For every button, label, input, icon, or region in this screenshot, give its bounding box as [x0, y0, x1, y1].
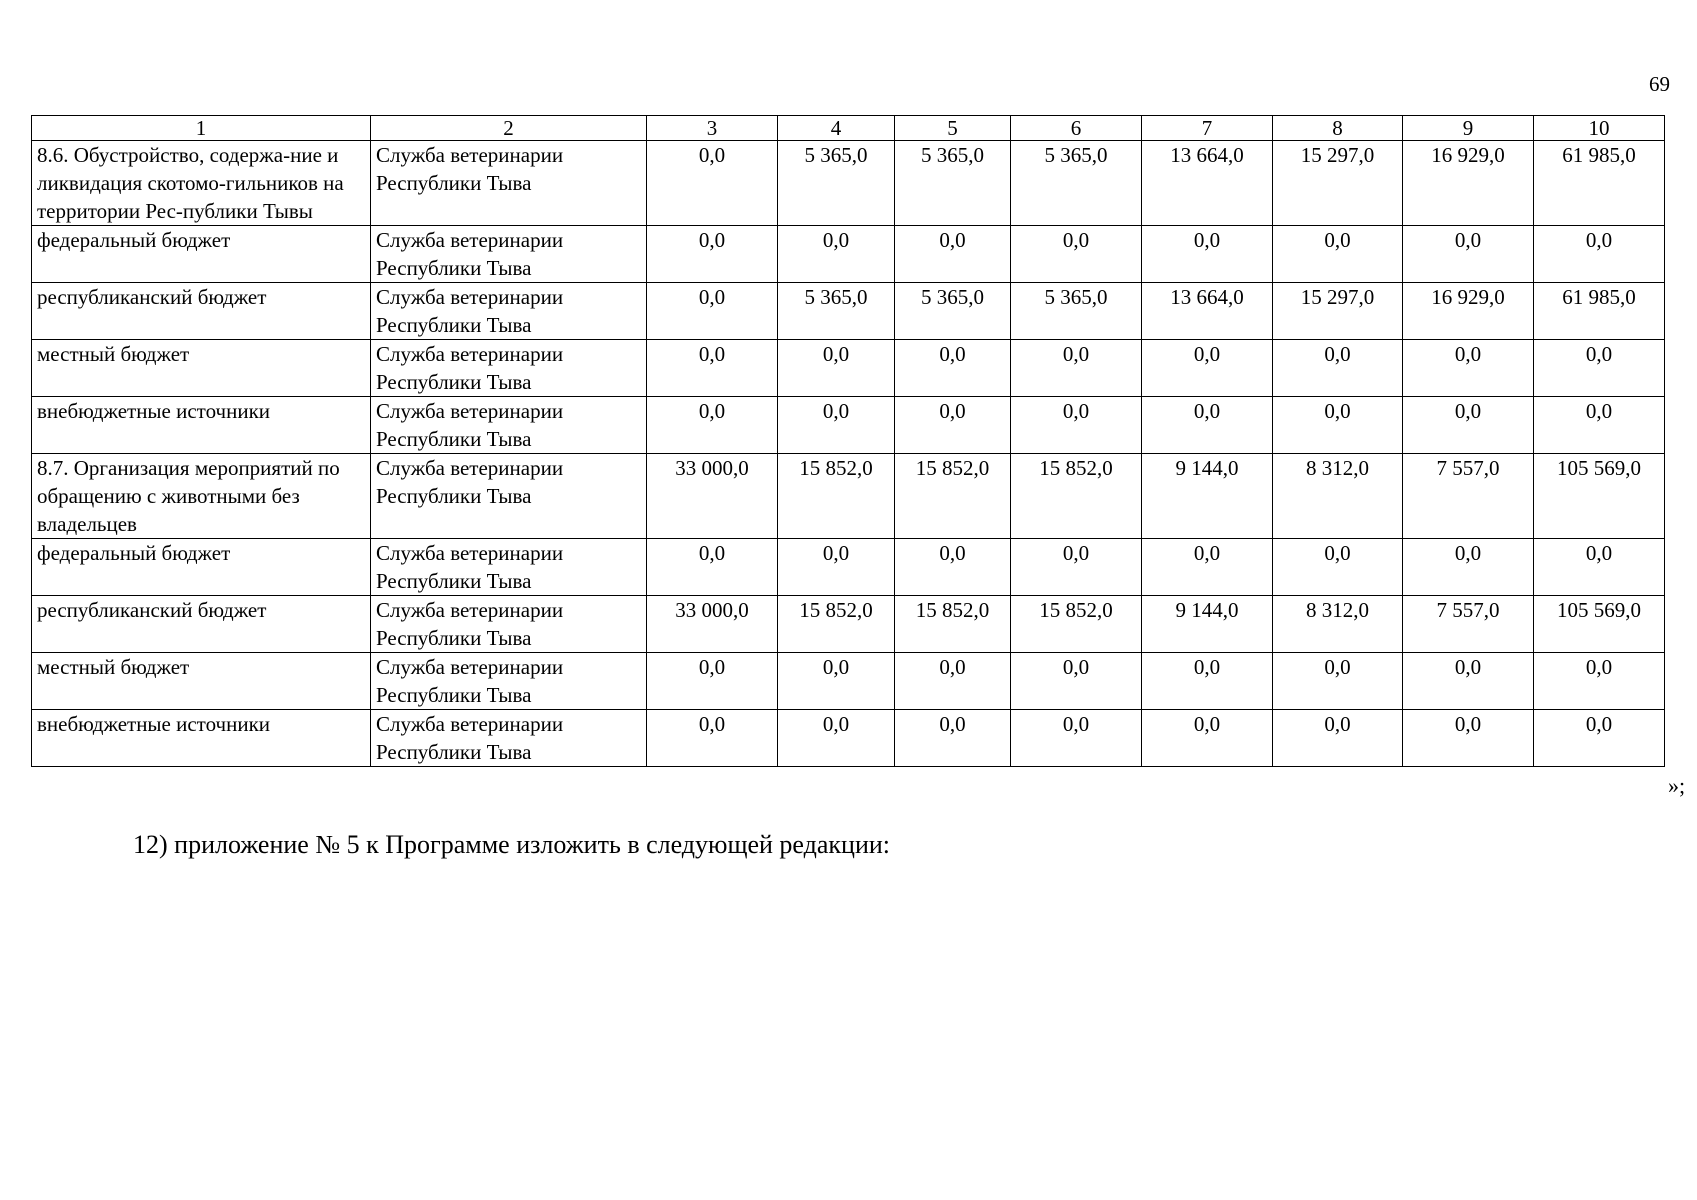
row-value: 0,0: [1534, 226, 1665, 283]
row-executor: Служба ветеринарии Республики Тыва: [371, 454, 647, 539]
row-value: 5 365,0: [1011, 141, 1142, 226]
row-value: 105 569,0: [1534, 454, 1665, 539]
table-row: [32, 653, 1665, 710]
row-value: 15 297,0: [1273, 283, 1403, 340]
row-value: 0,0: [1534, 653, 1665, 710]
row-value: 0,0: [1273, 539, 1403, 596]
row-value: 0,0: [1011, 539, 1142, 596]
row-executor: Служба ветеринарии Республики Тыва: [371, 397, 647, 454]
row-value: 0,0: [1142, 340, 1273, 397]
row-executor: Служба ветеринарии Республики Тыва: [371, 226, 647, 283]
row-value: 0,0: [1403, 710, 1534, 767]
column-header: 9: [1403, 116, 1534, 141]
row-value: 0,0: [1142, 226, 1273, 283]
row-executor: Служба ветеринарии Республики Тыва: [371, 653, 647, 710]
row-value: 16 929,0: [1403, 283, 1534, 340]
row-executor: Служба ветеринарии Республики Тыва: [371, 340, 647, 397]
row-value: 0,0: [1403, 226, 1534, 283]
row-name: местный бюджет: [32, 340, 371, 397]
column-header: 6: [1011, 116, 1142, 141]
row-value: 0,0: [647, 226, 778, 283]
row-value: 0,0: [647, 539, 778, 596]
row-value: 0,0: [778, 397, 895, 454]
row-name: 8.6. Обустройство, содержа-ние и ликвидация скотомо-гильников на территории Рес-публики Тывы: [32, 141, 371, 226]
table-header-row: [32, 116, 1665, 141]
budget-table: [31, 115, 1665, 767]
row-value: 0,0: [647, 340, 778, 397]
row-name: федеральный бюджет: [32, 226, 371, 283]
row-executor: Служба ветеринарии Республики Тыва: [371, 539, 647, 596]
table-row: [32, 141, 1665, 226]
row-value: 0,0: [778, 653, 895, 710]
row-value: 8 312,0: [1273, 596, 1403, 653]
row-value: 0,0: [895, 226, 1011, 283]
row-value: 15 297,0: [1273, 141, 1403, 226]
row-value: 5 365,0: [895, 141, 1011, 226]
row-value: 7 557,0: [1403, 596, 1534, 653]
closing-quote: »;: [1668, 773, 1686, 798]
page-number: 69: [1649, 72, 1670, 96]
column-header: 5: [895, 116, 1011, 141]
row-value: 33 000,0: [647, 596, 778, 653]
row-name: федеральный бюджет: [32, 539, 371, 596]
row-value: 0,0: [1534, 710, 1665, 767]
row-value: 0,0: [1011, 653, 1142, 710]
row-value: 0,0: [1142, 539, 1273, 596]
row-value: 0,0: [895, 397, 1011, 454]
row-value: 0,0: [778, 539, 895, 596]
row-executor: Служба ветеринарии Республики Тыва: [371, 283, 647, 340]
row-name: внебюджетные источники: [32, 397, 371, 454]
row-value: 0,0: [778, 710, 895, 767]
row-name: республиканский бюджет: [32, 596, 371, 653]
row-value: 0,0: [1403, 539, 1534, 596]
body-paragraph: 12) приложение № 5 к Программе изложить в следующей редакции:: [133, 830, 890, 859]
row-value: 0,0: [647, 141, 778, 226]
row-value: 61 985,0: [1534, 283, 1665, 340]
row-value: 0,0: [647, 283, 778, 340]
row-value: 33 000,0: [647, 454, 778, 539]
row-value: 8 312,0: [1273, 454, 1403, 539]
row-value: 16 929,0: [1403, 141, 1534, 226]
table-row: [32, 454, 1665, 539]
column-header: 10: [1534, 116, 1665, 141]
table-row: [32, 596, 1665, 653]
row-value: 0,0: [1403, 340, 1534, 397]
row-value: 13 664,0: [1142, 283, 1273, 340]
row-value: 15 852,0: [1011, 454, 1142, 539]
row-value: 9 144,0: [1142, 596, 1273, 653]
row-value: 15 852,0: [778, 454, 895, 539]
row-value: 5 365,0: [1011, 283, 1142, 340]
row-name: внебюджетные источники: [32, 710, 371, 767]
table-row: [32, 710, 1665, 767]
row-value: 7 557,0: [1403, 454, 1534, 539]
row-value: 0,0: [895, 710, 1011, 767]
column-header: 8: [1273, 116, 1403, 141]
row-value: 15 852,0: [895, 454, 1011, 539]
row-value: 0,0: [1011, 397, 1142, 454]
row-value: 0,0: [1534, 340, 1665, 397]
row-value: 15 852,0: [778, 596, 895, 653]
row-name: местный бюджет: [32, 653, 371, 710]
row-value: 0,0: [1534, 397, 1665, 454]
row-value: 15 852,0: [1011, 596, 1142, 653]
row-value: 0,0: [1142, 653, 1273, 710]
column-header: 3: [647, 116, 778, 141]
row-value: 0,0: [778, 226, 895, 283]
column-header: 4: [778, 116, 895, 141]
row-executor: Служба ветеринарии Республики Тыва: [371, 596, 647, 653]
row-value: 0,0: [1142, 710, 1273, 767]
row-value: 0,0: [895, 539, 1011, 596]
row-value: 0,0: [1403, 653, 1534, 710]
row-value: 0,0: [895, 340, 1011, 397]
row-executor: Служба ветеринарии Республики Тыва: [371, 710, 647, 767]
row-value: 0,0: [1534, 539, 1665, 596]
table-row: [32, 397, 1665, 454]
row-value: 0,0: [1273, 653, 1403, 710]
row-value: 0,0: [1273, 397, 1403, 454]
row-value: 0,0: [647, 397, 778, 454]
row-value: 15 852,0: [895, 596, 1011, 653]
row-name: 8.7. Организация мероприятий по обращению с животными без владельцев: [32, 454, 371, 539]
row-value: 105 569,0: [1534, 596, 1665, 653]
row-value: 0,0: [1142, 397, 1273, 454]
row-value: 61 985,0: [1534, 141, 1665, 226]
row-value: 0,0: [1011, 226, 1142, 283]
row-value: 0,0: [895, 653, 1011, 710]
row-value: 9 144,0: [1142, 454, 1273, 539]
row-value: 5 365,0: [778, 141, 895, 226]
row-value: 0,0: [1273, 340, 1403, 397]
row-value: 5 365,0: [895, 283, 1011, 340]
table-row: [32, 340, 1665, 397]
column-header: 2: [371, 116, 647, 141]
row-executor: Служба ветеринарии Республики Тыва: [371, 141, 647, 226]
column-header: 7: [1142, 116, 1273, 141]
row-value: 13 664,0: [1142, 141, 1273, 226]
table-row: [32, 283, 1665, 340]
row-value: 0,0: [647, 653, 778, 710]
table-row: [32, 539, 1665, 596]
row-value: 0,0: [778, 340, 895, 397]
row-value: 0,0: [1273, 226, 1403, 283]
table-row: [32, 226, 1665, 283]
row-value: 5 365,0: [778, 283, 895, 340]
row-value: 0,0: [1011, 340, 1142, 397]
column-header: 1: [32, 116, 371, 141]
row-name: республиканский бюджет: [32, 283, 371, 340]
row-value: 0,0: [1011, 710, 1142, 767]
row-value: 0,0: [647, 710, 778, 767]
row-value: 0,0: [1403, 397, 1534, 454]
row-value: 0,0: [1273, 710, 1403, 767]
